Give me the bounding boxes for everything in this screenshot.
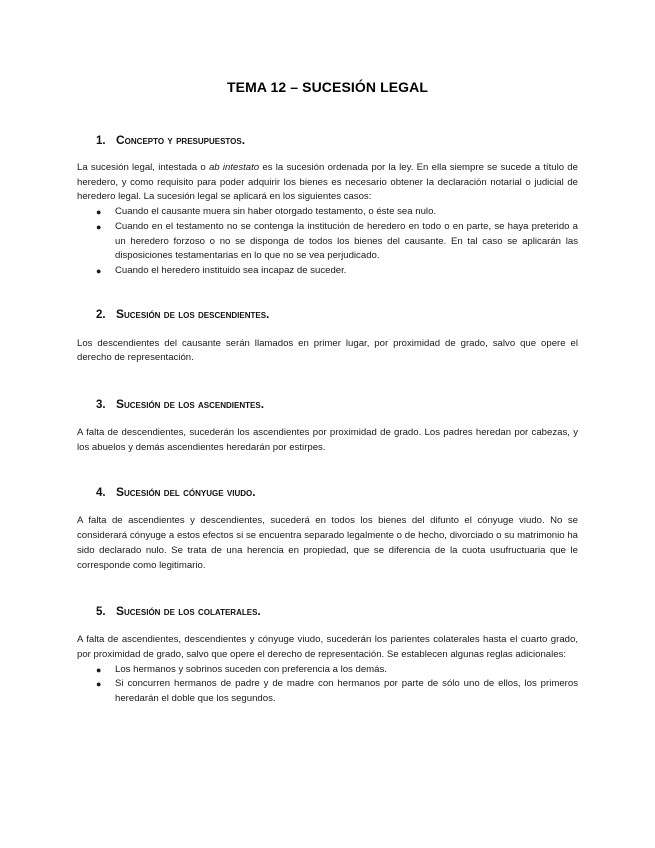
list-item-text: Cuando en el testamento no se contenga la institución de heredero en todo o en parte, se haya preterido a un heredero forzoso o no se disponga de todos los bienes del causante. En tal caso se aplicarán las disposiciones testamentarias en lo que no se vea perjudicado. — [115, 220, 578, 262]
section-number: 4. — [96, 487, 106, 500]
section-paragraph-descendientes: Los descendientes del causante serán llamados en primer lugar, por proximidad de grado, salvo que opere el derecho de representación. — [77, 337, 578, 364]
section-number: 1. — [96, 135, 106, 147]
bullet-icon: ● — [96, 664, 102, 675]
paragraph-text: La sucesión legal, intestada o — [77, 162, 209, 173]
document-title: TEMA 12 – SUCESIÓN LEGAL — [226, 79, 429, 95]
paragraph-text: es la sucesión ordenada por la ley. En ella siempre se sucede a título de heredero, y como requisito para poder adquirir los bienes es necesario obtener la declaración notarial o judicial de heredero legal. La sucesión legal se aplicará en los siguientes casos: — [77, 162, 578, 203]
section-number: 5. — [96, 606, 106, 619]
section-paragraph-colaterales: A falta de ascendientes, descendientes y cónyuge viudo, sucederán los parientes colaterales hasta el cuarto grado, por proximidad de grado, salvo que opere el derecho de representación. Se establecen algunas reglas adicionales: — [77, 634, 578, 660]
section-title: Concepto y presupuestos. — [116, 133, 246, 147]
list-item — [77, 677, 578, 706]
section-title: Sucesión de los ascendientes. — [116, 397, 265, 412]
bullet-icon: ● — [96, 679, 102, 690]
section-paragraph-ascendientes: A falta de descendientes, sucederán los ascendientes por proximidad de grado. Los padres heredan por cabezas, y los abuelos y demás ascendientes heredarán por estirpes. — [77, 427, 578, 453]
list-item — [77, 663, 578, 678]
bullet-list-concepto — [77, 205, 578, 279]
section-title: Sucesión de los colaterales. — [116, 604, 261, 619]
section-title: Sucesión del cónyuge viudo. — [116, 485, 256, 500]
list-item — [77, 220, 578, 264]
section-heading-conyuge — [77, 485, 578, 499]
paragraph-italic-text: ab intestato — [208, 162, 260, 173]
bullet-icon: ● — [96, 265, 102, 276]
list-item-text: Si concurren hermanos de padre y de madre con hermanos por parte de sólo uno de ellos, los primeros heredarán el doble que los segundos. — [115, 678, 578, 705]
bullet-list-colaterales — [77, 663, 578, 707]
section-heading-descendientes — [77, 307, 578, 321]
section-heading-colaterales — [77, 604, 578, 618]
section-title: Sucesión de los descendientes. — [116, 306, 270, 321]
bullet-icon: ● — [96, 207, 102, 218]
list-item — [77, 264, 578, 279]
list-item-text: Cuando el heredero instituido sea incapaz de suceder. — [115, 264, 347, 276]
section-heading-ascendientes — [77, 397, 578, 411]
section-number: 3. — [96, 399, 106, 412]
section-number: 2. — [96, 308, 106, 321]
list-item — [77, 205, 578, 220]
bullet-icon: ● — [96, 221, 102, 232]
list-item-text: Cuando el causante muera sin haber otorgado testamento, o éste sea nulo. — [115, 206, 437, 218]
section-heading-concepto — [77, 133, 578, 147]
list-item-text: Los hermanos y sobrinos suceden con preferencia a los demás. — [115, 663, 387, 675]
section-paragraph-conyuge: A falta de ascendientes y descendientes, sucederá en todos los bienes del difunto el cónyuge viudo. No se considerará cónyuge a estos efectos si se encuentra separado legalmente o de hecho, divorciado o su matrimonio ha sido declarado nulo. Se trata de una herencia en propiedad, que se diferencia de la cuota usufructuaria que le corresponde como legitimario. — [77, 515, 578, 571]
section-paragraph-concepto — [77, 161, 578, 205]
